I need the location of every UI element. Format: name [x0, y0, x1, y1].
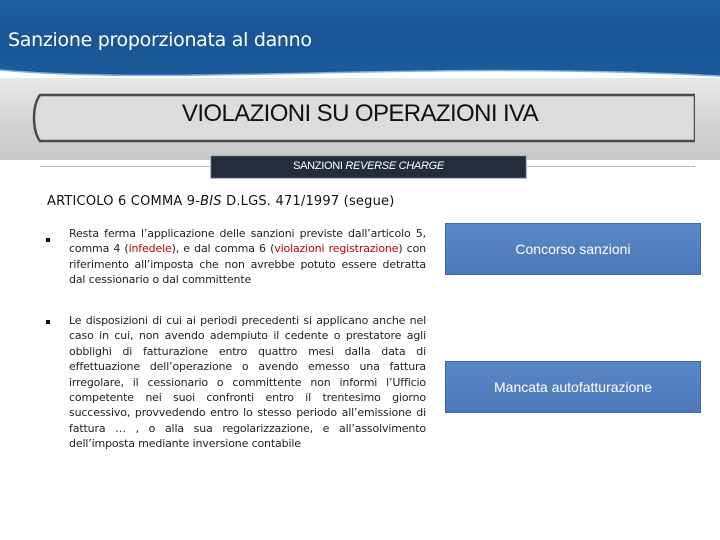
callout-concorso-sanzioni: Concorso sanzioni	[445, 223, 701, 275]
article-prefix: ARTICOLO 6 COMMA 9-	[47, 194, 201, 209]
bullet-paragraph-2: Le disposizioni di cui ai periodi precedenti si applicano anche nel caso in cui, non avendo adempiuto il cedente o prestatore agli obblighi di fatturazione entro quattro mesi dalla data di effettuazione dell’operazione o avendo emesso una fattura irregolare, il cessionario o committente non informi l’Ufficio competente nei suoi confronti entro il trentesimo giorno successivo, provvedendo entro lo stesso periodo all’emissione di fattura … , o alla sua regolarizzazione, e all’assolvimento dell’imposta mediante inversione contabile	[69, 314, 426, 451]
slide-header-title: Sanzione proporzionata al danno	[8, 29, 312, 51]
bullet-1-text-1: Resta ferma l’applicazione delle sanzioni previste dall’articolo 5, comma 4 (	[69, 227, 426, 256]
article-suffix: D.LGS. 471/1997 (segue)	[221, 194, 395, 209]
bullet-1-highlight-infedele: infedele	[128, 242, 172, 256]
subtitle-rule-right	[525, 166, 695, 167]
bullet-marker	[46, 320, 50, 324]
bullet-marker	[46, 238, 50, 242]
bullet-1-text-2: ), e dal comma 6 (	[171, 242, 275, 256]
subtitle-rule-left	[40, 166, 211, 167]
callout-mancata-autofatturazione: Mancata autofatturazione	[445, 361, 701, 413]
subtitle-bar	[210, 155, 527, 179]
bullet-1-highlight-registrazione: violazioni registrazione	[274, 242, 399, 256]
bullet-paragraph-1	[69, 226, 426, 288]
subtitle-italic: REVERSE CHARGE	[345, 160, 444, 172]
article-italic: BIS	[200, 194, 222, 209]
bullet-1-text-3: ) con riferimento all’imposta che non avrebbe potuto essere detratta dal cessionario o dal committente	[69, 242, 426, 287]
article-heading	[47, 194, 395, 209]
subtitle-prefix: SANZIONI	[293, 160, 346, 172]
slide-title: VIOLAZIONI SU OPERAZIONI IVA	[181, 100, 539, 127]
